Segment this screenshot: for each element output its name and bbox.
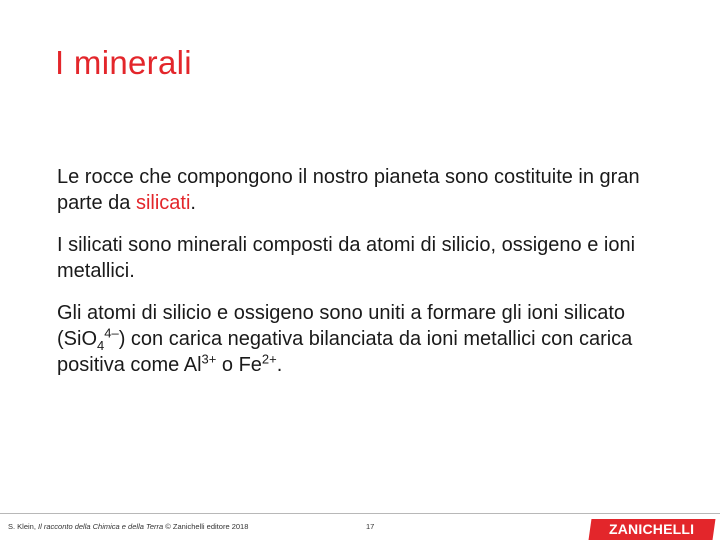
paragraph-ions-text-d: . — [276, 354, 283, 376]
zanichelli-logo — [589, 519, 716, 540]
paragraph-silicates: I silicati sono minerali composti da atomi di silicio, ossigeno e ioni metallici. — [57, 234, 636, 282]
page-number: 17 — [366, 522, 375, 531]
logo-text: ZANICHELLI — [609, 521, 695, 537]
credit-publisher: © Zanichelli editore 2018 — [163, 522, 249, 531]
slide-body — [57, 164, 677, 394]
footer-credit — [8, 522, 248, 531]
superscript-fe: 2+ — [261, 351, 277, 367]
highlight-silicati: silicati — [135, 192, 191, 214]
subscript-4: 4 — [97, 338, 105, 353]
paragraph-ions-text-c: o Fe — [216, 354, 262, 376]
credit-title: Il racconto della Chimica e della Terra — [38, 522, 164, 531]
paragraph-ions — [57, 300, 677, 378]
paragraph-rocks-text: Le rocce che compongono il nostro pianeta sono costituite in gran parte da — [57, 166, 640, 214]
paragraph-rocks-end: . — [190, 192, 196, 214]
footer-divider — [0, 513, 720, 514]
paragraph-ions-text-b: ) con carica negativa bilanciata da ioni metallici con carica positiva come Al — [57, 328, 633, 376]
superscript-charge: 4– — [104, 325, 119, 341]
paragraph-rocks — [57, 164, 677, 216]
superscript-al: 3+ — [201, 351, 217, 367]
slide-title: I minerali — [55, 44, 192, 81]
paragraph-ions-text-a: Gli atomi di silicio e ossigeno sono uniti a formare gli ioni silicato (SiO — [57, 302, 626, 350]
credit-author: S. Klein, — [8, 522, 39, 531]
